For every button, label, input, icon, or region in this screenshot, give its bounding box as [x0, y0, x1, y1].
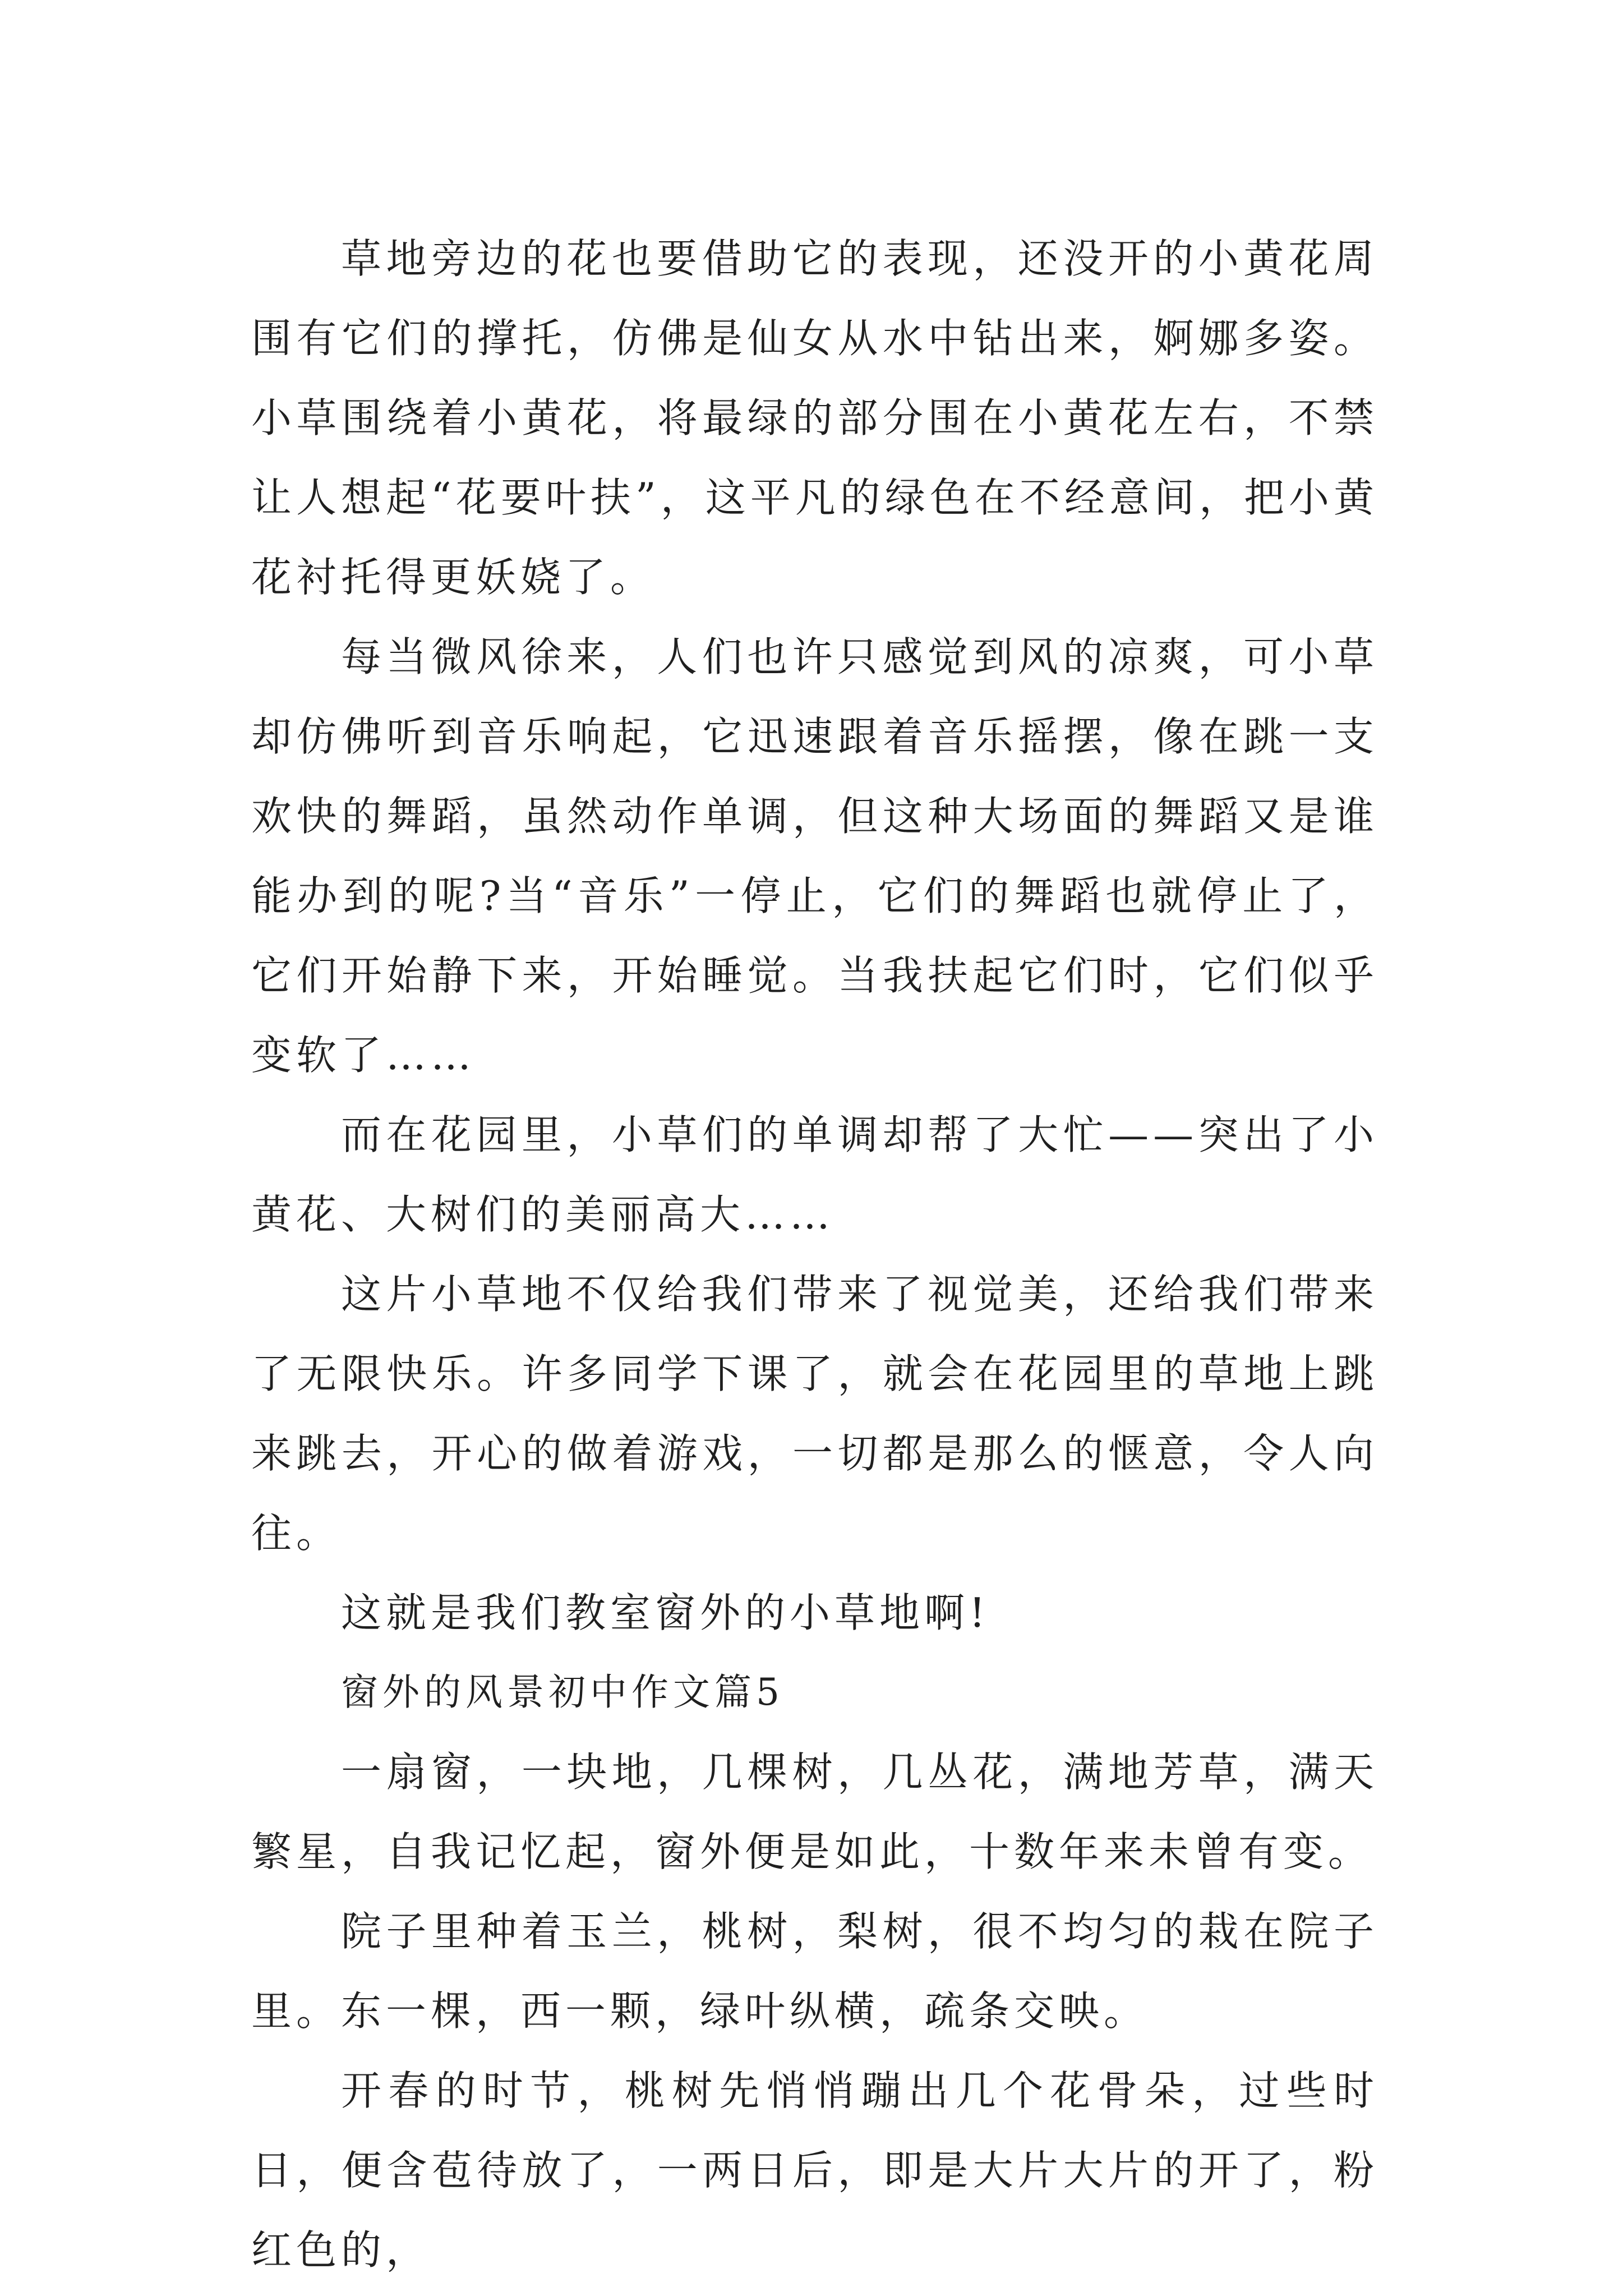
paragraph-breeze: 每当微风徐来，人们也许只感觉到风的凉爽，可小草却仿佛听到音乐响起，它迅速跟着音乐摇摆，像在跳一支欢快的舞蹈，虽然动作单调，但这种大场面的舞蹈又是谁能办到的呢?当“音乐”一停止，它们的舞蹈也就停止了，它们开始静下来，开始睡觉。当我扶起它们时，它们似乎变软了…… — [251, 633, 1378, 1079]
section-title: 窗外的风景初中作文篇5 — [341, 1671, 784, 1714]
paragraph-courtyard: 院子里种着玉兰，桃树，梨树，很不均匀的栽在院子里。东一棵，西一颗，绿叶纵横，疏条交映。 — [251, 1908, 1378, 2035]
paragraph-window: 一扇窗，一块地，几棵树，几丛花，满地芳草，满天繁星，自我记忆起，窗外便是如此，十数年来未曾有变。 — [251, 1749, 1378, 1875]
paragraph-spring: 开春的时节，桃树先悄悄蹦出几个花骨朵，过些时日，便含苞待放了，一两日后，即是大片大片的开了，粉红色的， — [251, 2067, 1378, 2274]
paragraph-flowers: 草地旁边的花也要借助它的表现，还没开的小黄花周围有它们的撑托，仿佛是仙女从水中钻出来，婀娜多姿。小草围绕着小黄花，将最绿的部分围在小黄花左右，不禁让人想起“花要叶扶”，这平凡的绿色在不经意间，把小黄花衬托得更妖娆了。 — [251, 235, 1378, 601]
paragraph-closing: 这就是我们教室窗外的小草地啊! — [341, 1589, 990, 1636]
paragraph-garden: 而在花园里，小草们的单调却帮了大忙——突出了小黄花、大树们的美丽高大…… — [251, 1111, 1378, 1238]
document-body — [251, 219, 1378, 2290]
paragraph-joy: 这片小草地不仅给我们带来了视觉美，还给我们带来了无限快乐。许多同学下课了，就会在花园里的草地上跳来跳去，开心的做着游戏，一切都是那么的惬意，令人向往。 — [251, 1271, 1378, 1557]
